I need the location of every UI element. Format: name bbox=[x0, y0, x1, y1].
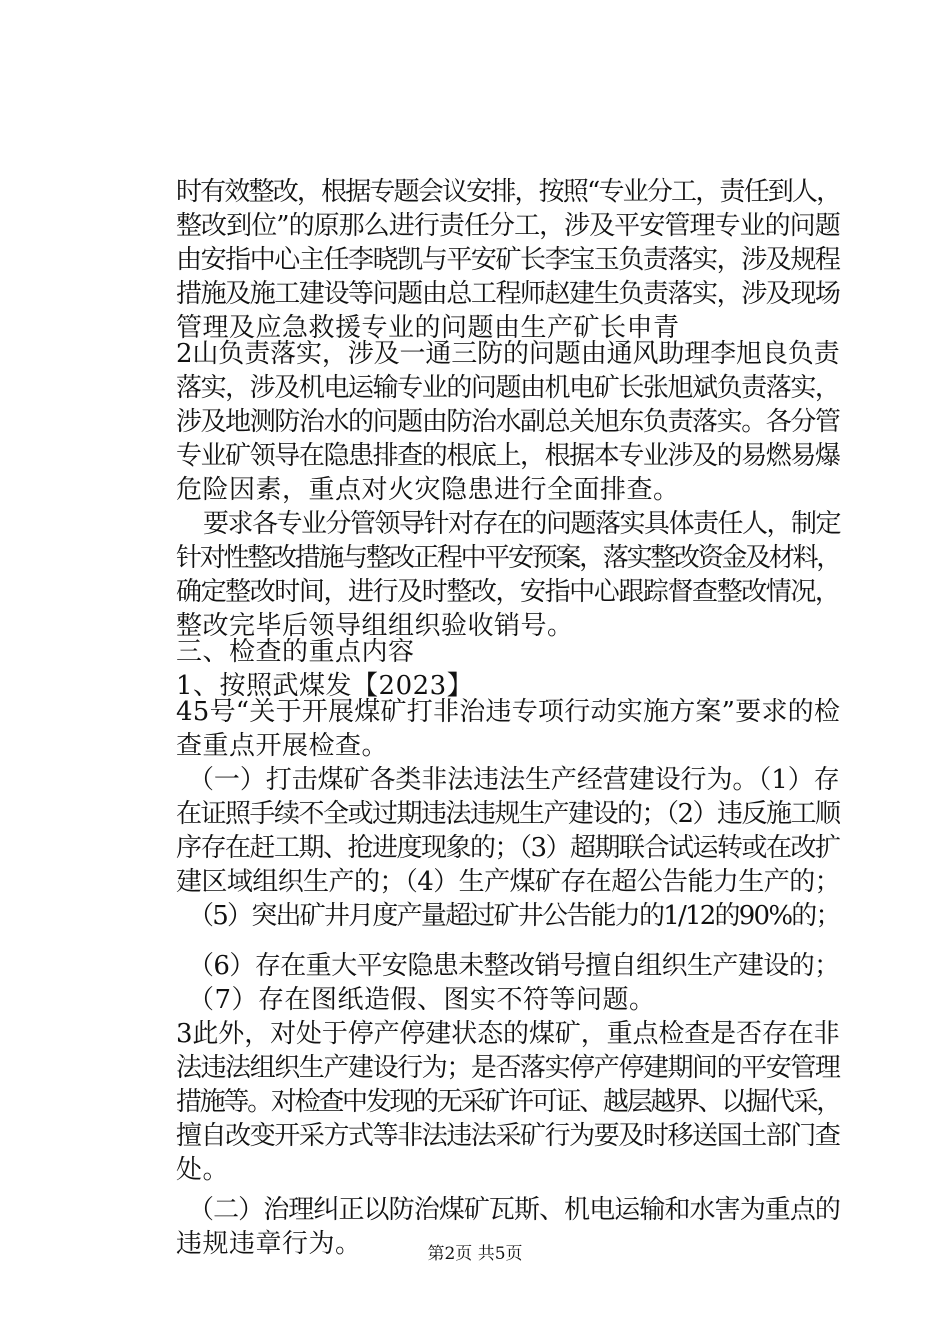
text-line: 3此外，对处于停产停建状态的煤矿，重点检查是否存在非 bbox=[176, 1019, 840, 1049]
text-line: 时有效整改，根据专题会议安排，按照“专业分工，责任到人， bbox=[176, 177, 841, 207]
text-line: （6）存在重大平安隐患未整改销号擅自组织生产建设的； bbox=[188, 951, 840, 981]
text-line: （5）突出矿井月度产量超过矿井公告能力的1/12的90%的； bbox=[188, 901, 840, 931]
text-line: 1、按照武煤发【2023】 bbox=[176, 671, 474, 701]
text-line: 涉及地测防治水的问题由防治水副总关旭东负责落实。各分管 bbox=[176, 407, 840, 437]
page-number: 第2页 共5页 bbox=[427, 1244, 523, 1264]
text-line: 管理及应急救援专业的问题由生产矿长申青 bbox=[176, 313, 680, 343]
text-line: 专业矿领导在隐患排查的根底上，根据本专业涉及的易燃易爆 bbox=[176, 441, 840, 471]
text-line: （一）打击煤矿各类非法违法生产经营建设行为。（1）存 bbox=[188, 765, 840, 795]
text-line: 要求各专业分管领导针对存在的问题落实具体责任人，制定 bbox=[203, 509, 841, 539]
text-line: 建区域组织生产的；（4）生产煤矿存在超公告能力生产的； bbox=[176, 867, 841, 897]
text-line: 45号“关于开展煤矿打非治违专项行动实施方案”要求的检 bbox=[176, 697, 841, 727]
text-line: （二）治理纠正以防治煤矿瓦斯、机电运输和水害为重点的 bbox=[188, 1195, 841, 1225]
text-line: 措施等。对检查中发现的无采矿许可证、越层越界、以掘代采， bbox=[176, 1087, 841, 1117]
text-line: 在证照手续不全或过期违法违规生产建设的；（2）违反施工顺 bbox=[176, 799, 840, 829]
text-line: 查重点开展检查。 bbox=[176, 731, 389, 761]
text-line: 序存在赶工期、抢进度现象的；（3）超期联合试运转或在改扩 bbox=[176, 833, 840, 863]
text-line: 2山负责落实，涉及一通三防的问题由通风助理李旭良负责 bbox=[176, 339, 840, 369]
text-line: 措施及施工建设等问题由总工程师赵建生负责落实，涉及现场 bbox=[176, 279, 840, 309]
text-line: 擅自改变开采方式等非法违法采矿行为要及时移送国土部门查 bbox=[176, 1121, 840, 1151]
text-line: 处。 bbox=[176, 1155, 230, 1185]
text-line: 整改完毕后领导组组织验收销号。 bbox=[176, 611, 574, 641]
text-line: 由安指中心主任李晓凯与平安矿长李宝玉负责落实，涉及规程 bbox=[176, 245, 840, 275]
text-line: 落实，涉及机电运输专业的问题由机电矿长张旭斌负责落实， bbox=[176, 373, 840, 403]
text-line: 整改到位”的原那么进行责任分工，涉及平安管理专业的问题 bbox=[176, 211, 840, 241]
section-heading: 三、检查的重点内容 bbox=[176, 637, 415, 667]
text-line: 危险因素，重点对火灾隐患进行全面排查。 bbox=[176, 475, 680, 505]
text-line: 法违法组织生产建设行为；是否落实停产停建期间的平安管理 bbox=[176, 1053, 840, 1083]
text-line: 针对性整改措施与整改正程中平安预案，落实整改资金及材料， bbox=[176, 543, 841, 573]
text-line: 违规违章行为。 bbox=[176, 1229, 362, 1259]
text-line: 确定整改时间，进行及时整改，安指中心跟踪督查整改情况， bbox=[176, 577, 840, 607]
text-line: （7）存在图纸造假、图实不符等问题。 bbox=[188, 985, 656, 1015]
